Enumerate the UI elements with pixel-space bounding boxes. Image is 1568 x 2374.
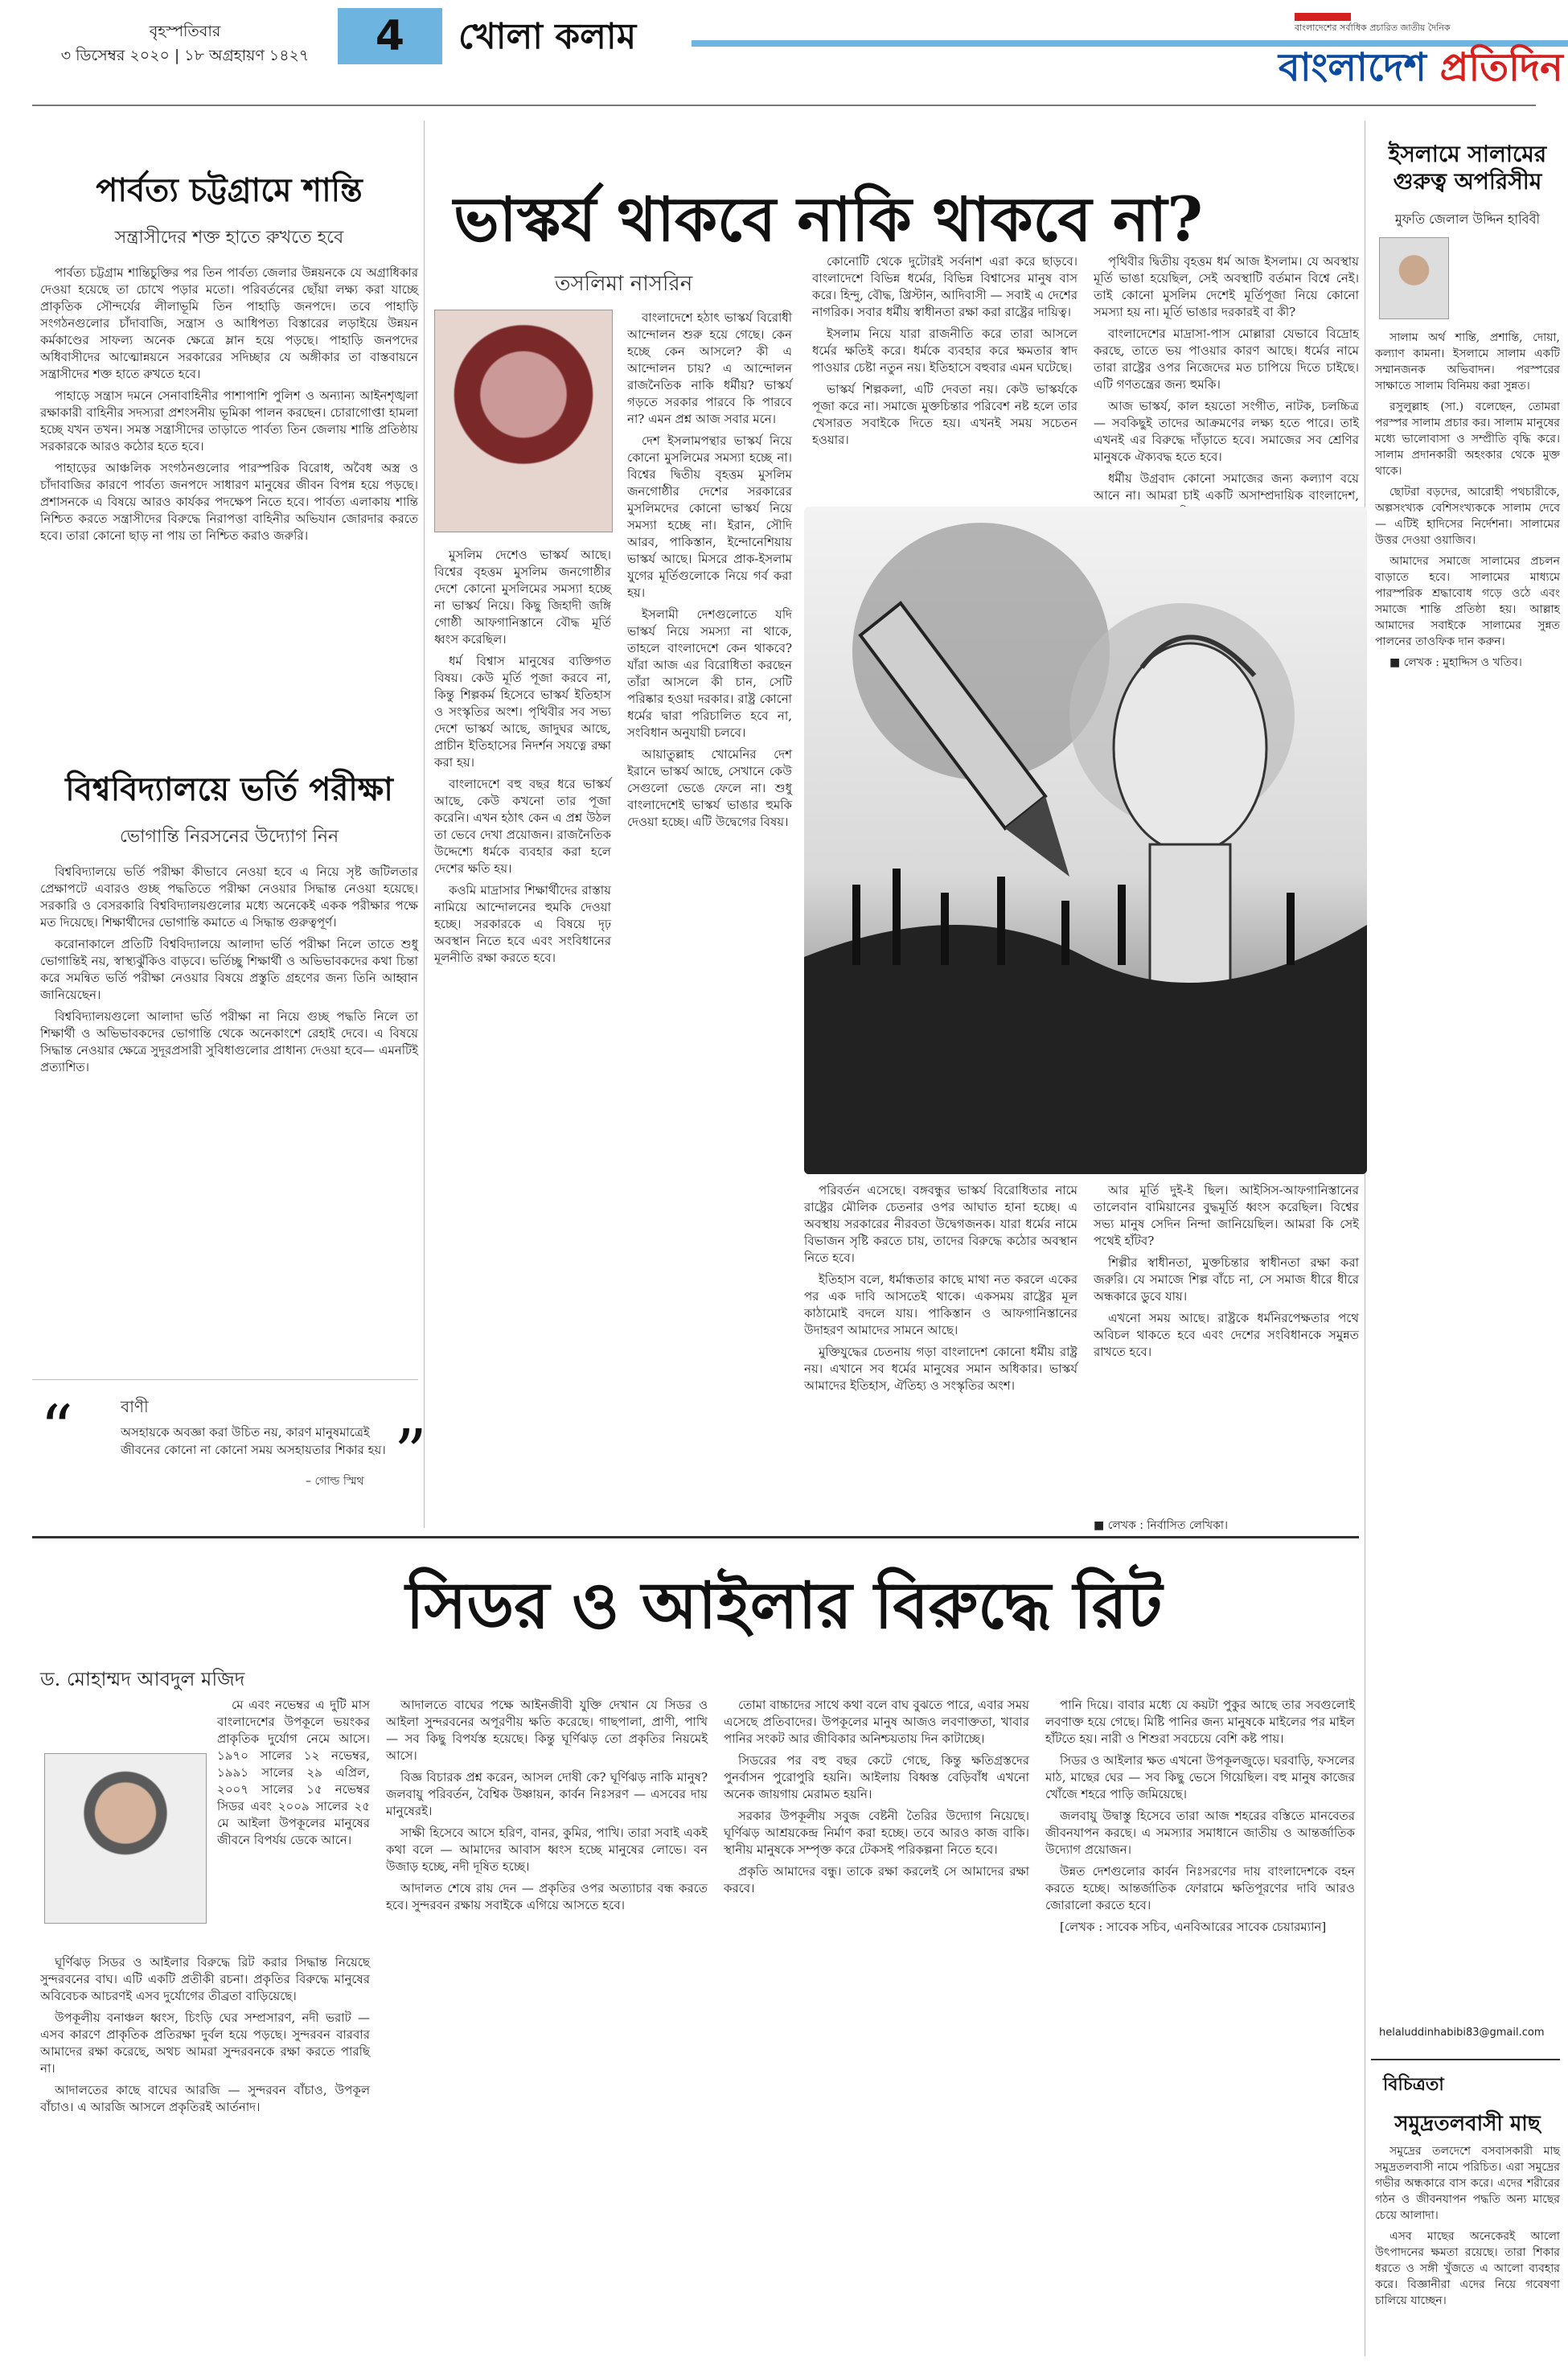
main-col-3 [812, 253, 1077, 454]
paragraph: কওমি মাদ্রাসার শিক্ষার্থীদের রাস্তায় নামিয়ে আন্দোলনের হুমকি দেওয়া হচ্ছে। সরকারকে এ বিষয়ে দৃঢ় অবস্থান নিতে হবে এবং সংবিধানের মূলনীতি রক্ষা করতে হবে। [434, 883, 611, 965]
quote-source: – গোল্ড স্মিথ [306, 1475, 364, 1488]
paragraph: ধর্ম বিশ্বাস মানুষের ব্যক্তিগত বিষয়। কেউ মূর্তি পূজা করবে না, কিন্তু শিল্পকর্ম হিসেবে ভাস্কর্য ইতিহাস ও সংস্কৃতির অংশ। পৃথিবীর সব সভ্য দেশে ভাস্কর্য আছে, জাদুঘর আছে, প্রাচীন ইতিহাসের নিদর্শন সযত্নে রক্ষা করা হয়। [434, 654, 611, 770]
paragraph: পানি দিয়ে। বাবার মধ্যে যে কয়টা পুকুর আছে তার সবগুলোই লবণাক্ত হয়ে গেছে। মিষ্টি পানির জন্য মানুষকে মাইলের পর মাইল হাঁটতে হয়। নারী ও শিশুরা সবচেয়ে বেশি কষ্ট পায়। [1045, 1698, 1355, 1746]
paragraph: তোমা বাচ্চাদের সাথে কথা বলে বাঘ বুঝতে পারে, এবার সময় এসেছে প্রতিবাদের। উপকূলের মানুষ আজও লবণাক্ততা, খাবার পানির সংকট আর জীবিকার অনিশ্চয়তায় দিন কাটাচ্ছে। [724, 1698, 1029, 1746]
quote-text: অসহায়কে অবজ্ঞা করা উচিত নয়, কারণ মানুষমাত্রেই জীবনের কোনো না কোনো সময় অসহায়তার শিকার হয়। [121, 1425, 386, 1457]
paragraph: মুক্তিযুদ্ধের চেতনায় গড়া বাংলাদেশ কোনো ধর্মীয় রাষ্ট্র নয়। এখানে সব ধর্মের মানুষের সমান অধিকার। ভাস্কর্য আমাদের ইতিহাস, ঐতিহ্য ও সংস্কৃতির অংশ। [804, 1345, 1077, 1393]
quote-title: বাণী [121, 1397, 149, 1416]
weekday: বৃহস্পতিবার [149, 23, 221, 40]
writer-note: ■ লেখক : নির্বাসিত লেখিকা। [1094, 1519, 1228, 1532]
paragraph: করোনাকালে প্রতিটি বিশ্ববিদ্যালয়ে আলাদা ভর্তি পরীক্ষা নিলে তাতে শুধু ভোগান্তিই নয়, স্বাস্থ্যঝুঁকিও বাড়বে। ভর্তিচ্ছু শিক্ষার্থী ও অভিভাবকদের কথা চিন্তা করে সমন্বিত ভর্তি পরীক্ষা নেওয়ার বিষয়ে প্রস্তুতি গ্রহণের জন্য তিনি আহ্বান জানিয়েছেন। [40, 937, 418, 1002]
paragraph: উপকূলীয় বনাঞ্চল ধ্বংস, চিংড়ি ঘের সম্প্রসারণ, নদী ভরাট — এসব কারণে প্রাকৃতিক প্রতিরক্ষা দুর্বল হয়ে পড়ছে। সুন্দরবন বারবার আমাদের রক্ষা করেছে, অথচ আমরা সুন্দরবনকে রক্ষা করতে পারছি না। [40, 2011, 370, 2076]
editorial-1-title: পার্বত্য চট্টগ্রামে শান্তি [96, 171, 363, 209]
paragraph: এসব মাছের অনেকেরই আলো উৎপাদনের ক্ষমতা রয়েছে। তারা শিকার ধরতে ও সঙ্গী খুঁজতে এ আলো ব্যবহার করে। বিজ্ঞানীরা এদের নিয়ে গবেষণা চালিয়ে যাচ্ছেন। [1375, 2230, 1560, 2307]
page-number: 4 [338, 8, 442, 64]
paragraph: ধর্মীয় উগ্রবাদ কোনো সমাজের জন্য কল্যাণ বয়ে আনে না। আমরা চাই একটি অসাম্প্রদায়িক বাংলাদেশ, [1094, 471, 1359, 503]
editorial-2-title: বিশ্ববিদ্যালয়ে ভর্তি পরীক্ষা [65, 770, 393, 808]
logo-accent [1295, 13, 1351, 21]
paragraph: ঘূর্ণিঝড় সিডর ও আইলার বিরুদ্ধে রিট করার সিদ্ধান্ত নিয়েছে সুন্দরবনের বাঘ। এটি একটি প্রতীকী রচনা। প্রকৃতির বিরুদ্ধে মানুষের অবিবেচক আচরণই এসব দুর্যোগের তীব্রতা বাড়িয়েছে। [40, 1955, 370, 2003]
main-col-1 [627, 310, 792, 836]
logo-wordmark [1279, 39, 1563, 102]
islam-author-photo [1379, 237, 1449, 319]
bottom-col-2 [386, 1697, 708, 1919]
paragraph: রসুলুল্লাহ (সা.) বলেছেন, তোমরা পরস্পর সালাম প্রচার কর। সালাম মানুষের মধ্যে ভালোবাসা ও সম্প্রীতি বৃদ্ধি করে। সালাম প্রদানকারী অহংকার থেকে মুক্ত থাকে। [1375, 400, 1560, 478]
open-quote-icon: “ [40, 1391, 73, 1466]
main-bottom-left [804, 1182, 1077, 1399]
logo-part-1: বাংলাদেশ [1279, 45, 1440, 90]
paragraph: পৃথিবীর দ্বিতীয় বৃহত্তম ধর্ম আজ ইসলাম। যে অবস্থায় মূর্তি ভাঙা হয়েছিল, সেই অবস্থাটি বর্তমান বিশ্বে নেই। তাই কোনো মুসলিম দেশেই মূর্তিপূজা নিয়ে কোনো সমস্যা হয় না। মূর্তি ভাঙার দরকারই বা কী? [1094, 254, 1359, 319]
header-rule [32, 105, 1536, 106]
paragraph: ইসলাম নিয়ে যারা রাজনীতি করে তারা আসলে ধর্মের ক্ষতিই করে। ধর্মকে ব্যবহার করে ক্ষমতার স্বাদ পাওয়ার চেষ্টা নতুন নয়। ইতিহাসে বহুবার এমন ঘটেছে। [812, 327, 1077, 375]
paragraph: সালাম অর্থ শান্তি, প্রশান্তি, দোয়া, কল্যাণ কামনা। ইসলামে সালাম একটি সম্মানজনক অভিবাদন। পরস্পরের সাক্ষাতে সালাম বিনিময় করা সুন্নত। [1375, 331, 1560, 392]
paragraph: পার্বত্য চট্টগ্রাম শান্তিচুক্তির পর তিন পার্বত্য জেলার উন্নয়নকে যে অগ্রাধিকার দেওয়া হয়েছে তা চোখে পড়ার মতো। পরিবর্তনের ছোঁয়া লক্ষ্য করা যাচ্ছে প্রাকৃতিক সৌন্দর্যের লীলাভূমি তিন পাহাড়ি জনপদে। তবে পাহাড়ি সংগঠনগুলোর চাঁদাবাজি, সন্ত্রাস ও আধিপত্য বিস্তারের লড়াইয়ে উন্নয়ন কর্মকাণ্ডের সাফল্য অনেক ক্ষেত্রে ম্লান হয়ে পড়ছে। পাহাড়ি জনপদের অধিবাসীদের আত্মোন্নয়নে সরকারের সদিচ্ছার যে অঙ্গীকার তা বাস্তবায়নে সন্ত্রাসীদের শক্ত হাতে রুখতে হবে। [40, 265, 418, 381]
bottom-article-title: সিডর ও আইলার বিরুদ্ধে রিট [405, 1567, 1163, 1643]
paragraph: সাক্ষী হিসেবে আসে হরিণ, বানর, কুমির, পাখি। তারা সবাই একই কথা বলে — আমাদের আবাস ধ্বংস হচ্ছে মানুষের লোভে। বন উজাড় হচ্ছে, নদী দূষিত হচ্ছে। [386, 1826, 708, 1874]
islam-article-title: ইসলামে সালামের গুরুত্ব অপরিসীম [1388, 141, 1547, 195]
section-name: খোলা কলাম [458, 16, 637, 57]
paragraph: সরকার উপকূলীয় সবুজ বেষ্টনী তৈরির উদ্যোগ নিয়েছে। ঘূর্ণিঝড় আশ্রয়কেন্দ্র নির্মাণ করা হচ্ছে। তবে আরও কাজ বাকি। স্থানীয় মানুষকে সম্পৃক্ত করে টেকসই পরিকল্পনা নিতে হবে। [724, 1809, 1029, 1857]
islam-article-body [1375, 330, 1560, 676]
newspaper-logo[interactable] [1279, 6, 1563, 90]
paragraph: আদালত শেষে রায় দেন — প্রকৃতির ওপর অত্যাচার বন্ধ করতে হবে। সুন্দরবন রক্ষায় সবাইকে এগিয়ে আসতে হবে। [386, 1881, 708, 1912]
paragraph: পাহাড়ের আঞ্চলিক সংগঠনগুলোর পারস্পরিক বিরোধ, অবৈধ অস্ত্র ও চাঁদাবাজির কারণে পার্বত্য জনপদে সাধারণ মানুষের জীবন বিপন্ন হয়ে পড়ছে। প্রশাসনকে এ বিষয়ে আরও কার্যকর পদক্ষেপ নিতে হবে। পার্বত্য এলাকায় শান্তি নিশ্চিত করতে সন্ত্রাসীদের বিরুদ্ধে নিরাপত্তা বাহিনীর অভিযান জোরদার করতে হবে। তারা কোনো ছাড় না পায় তা নিশ্চিত করাও জরুরি। [40, 461, 418, 543]
bottom-article-author: ড. মোহাম্মদ আবদুল মজিদ [40, 1668, 245, 1690]
editorial-2 [40, 764, 418, 1081]
paragraph: মে এবং নভেম্বর এ দুটি মাস বাংলাদেশের উপকূলে ভয়ংকর প্রাকৃতিক দুর্যোগ নেমে আসে। ১৯৭০ সালের ১২ নভেম্বর, ১৯৯১ সালের ২৯ এপ্রিল, ২০০৭ সালের ১৫ নভেম্বর সিডর এবং ২০০৯ সালের ২৫ মে আইলা উপকূলের মানুষের জীবনে বিপর্যয় ডেকে আনে। [217, 1698, 370, 1847]
bichitra-label: বিচিত্রতা [1383, 2075, 1444, 2095]
paragraph: এখনো সময় আছে। রাষ্ট্রকে ধর্মনিরপেক্ষতার পথে অবিচল থাকতে হবে এবং দেশের সংবিধানকে সমুন্নত রাখতে হবে। [1094, 1311, 1359, 1359]
paragraph: বিজ্ঞ বিচারক প্রশ্ন করেন, আসল দোষী কে? ঘূর্ণিঝড় নাকি মানুষ? জলবায়ু পরিবর্তন, বৈশ্বিক উষ্ণায়ন, কার্বন নিঃসরণ — এসবের দায় মানুষেরই। [386, 1770, 708, 1818]
writer-note: ■ লেখক : মুহাদ্দিস ও খতিব। [1389, 656, 1522, 669]
paragraph: ইতিহাস বলে, ধর্মান্ধতার কাছে মাথা নত করলে একের পর এক দাবি আসতেই থাকে। একসময় রাষ্ট্রের মূল কাঠামোই বদলে যায়। পাকিস্তান ও আফগানিস্তানের উদাহরণ আমাদের সামনে আছে। [804, 1272, 1077, 1337]
paragraph: ভাস্কর্য শিল্পকলা, এটি দেবতা নয়। কেউ ভাস্কর্যকে পূজা করে না। সমাজে মুক্তচিন্তার পরিবেশ নষ্ট হলে তার খেসারত সবাইকে দিতে হয়। এখনই সময় সচেতন হওয়ার। [812, 382, 1077, 447]
main-article-author: তসলিমা নাসরিন [555, 272, 693, 296]
section-rule [32, 1536, 1359, 1538]
logo-part-2: প্রতিদিন [1439, 45, 1563, 90]
date-line: ৩ ডিসেম্বর ২০২০ | ১৮ অগ্রহায়ণ ১৪২৭ [60, 47, 310, 64]
paragraph: ছোটরা বড়দের, আরোহী পথচারীকে, অল্পসংখ্যক বেশিসংখ্যককে সালাম দেবে — এটিই হাদিসের নির্দেশনা। সালামের উত্তর দেওয়া ওয়াজিব। [1375, 486, 1560, 547]
bottom-col-4 [1045, 1697, 1355, 1941]
logo-tagline: বাংলাদেশের সর্বাধিক প্রচারিত জাতীয় দৈনিক [1295, 23, 1451, 33]
page-banner [338, 8, 1262, 64]
main-col-4 [1094, 253, 1359, 526]
paragraph: বাংলাদেশের মাদ্রাসা-পাস মোল্লারা যেভাবে বিদ্রোহ করছে, তাতে ভয় পাওয়ার কারণ আছে। ধর্মের নামে তারা রাষ্ট্রের ওপর নিজেদের মত চাপিয়ে দিতে চাইছে। এটি গণতন্ত্রের জন্য হুমকি। [1094, 327, 1359, 392]
main-col-2 [434, 547, 611, 971]
paragraph: সিডরের পর বহু বছর কেটে গেছে, কিন্তু ক্ষতিগ্রস্তদের পুনর্বাসন পুরোপুরি হয়নি। আইলায় বিধ্বস্ত বেড়িবাঁধ এখনো অনেক জায়গায় মেরামত হয়নি। [724, 1753, 1029, 1801]
editorial-2-subtitle: ভোগান্তি নিরসনের উদ্যোগ নিন [119, 827, 339, 847]
paragraph: জলবায়ু উদ্বাস্তু হিসেবে তারা আজ শহরের বস্তিতে মানবেতর জীবনযাপন করছে। এ সমস্যার সমাধানে জাতীয় ও আন্তর্জাতিক উদ্যোগ প্রয়োজন। [1045, 1809, 1355, 1857]
paragraph: বিশ্ববিদ্যালয়ে ভর্তি পরীক্ষা কীভাবে নেওয়া হবে এ নিয়ে সৃষ্ট জটিলতার প্রেক্ষাপটে এবারও গুচ্ছ পদ্ধতিতে পরীক্ষা নেওয়ার সিদ্ধান্ত নেওয়া হয়েছে। সরকারি ও বেসরকারি বিশ্ববিদ্যালয়গুলোর মধ্যে অনেকেই একক পরীক্ষার পক্ষে মত দিয়েছে। শিক্ষার্থীদের ভোগান্তি কমাতে এ সিদ্ধান্ত গুরুত্বপূর্ণ। [40, 865, 418, 930]
bichitra-body [1375, 2143, 1560, 2314]
paragraph: সিডর ও আইলার ক্ষত এখনো উপকূলজুড়ে। ঘরবাড়ি, ফসলের মাঠ, মাছের ঘের — সব কিছু ভেসে গিয়েছিল। বহু মানুষ কাজের খোঁজে শহরে পাড়ি জমিয়েছে। [1045, 1753, 1355, 1801]
main-bottom-right [1094, 1182, 1359, 1366]
paragraph: আদালতে বাঘের পক্ষে আইনজীবী যুক্তি দেখান যে সিডর ও আইলা সুন্দরবনের অপূরণীয় ক্ষতি করেছে। গাছপালা, প্রাণী, পাখি — সব কিছু বিপর্যস্ত হয়েছে। কিন্তু ঘূর্ণিঝড় তো প্রকৃতির নিয়মেই আসে। [386, 1698, 708, 1763]
paragraph: বিশ্ববিদ্যালয়গুলো আলাদা ভর্তি পরীক্ষা না নিয়ে গুচ্ছ পদ্ধতি নিলে তা শিক্ষার্থী ও অভিভাবকদের ভোগান্তি থেকে অনেকাংশে রেহাই দেবে। এ বিষয়ে সিদ্ধান্ত নেওয়ার ক্ষেত্রে সুদূরপ্রসারী সুবিধাগুলোর প্রাধান্য দেওয়া হবে— এমনটিই প্রত্যাশিত। [40, 1009, 418, 1074]
main-article-title: ভাস্কর্য থাকবে নাকি থাকবে না? [454, 183, 1203, 255]
editorial-1-body [40, 265, 418, 544]
paragraph: পাহাড়ে সন্ত্রাস দমনে সেনাবাহিনীর পাশাপাশি পুলিশ ও অন্যান্য আইনশৃঙ্খলা রক্ষাকারী বাহিনীর সদস্যরা প্রশংসনীয় ভূমিকা পালন করছেন। চোরাগোপ্তা হামলা হচ্ছে যখন তখন। সমস্ত সন্ত্রাসীদের তাড়াতে পার্বত্য তিন জেলায় শান্তি প্রতিষ্ঠায় সরকারকে আরও কঠোর হতে হবে। [40, 388, 418, 454]
editorial-1 [40, 165, 418, 549]
paragraph: আজ ভাস্কর্য, কাল হয়তো সংগীত, নাটক, চলচ্চিত্র — সবকিছুই তাদের আক্রমণের লক্ষ্য হতে পারে। তাই এখনই এর বিরুদ্ধে দাঁড়াতে হবে। সমাজের সব শ্রেণির মানুষকে ঐক্যবদ্ধ হতে হবে। [1094, 399, 1359, 464]
editorial-1-subtitle: সন্ত্রাসীদের শক্ত হাতে রুখতে হবে [114, 228, 344, 248]
paragraph: পরিবর্তন এসেছে। বঙ্গবন্ধুর ভাস্কর্য বিরোধিতার নামে রাষ্ট্রের মৌলিক চেতনার ওপর আঘাত হানা হচ্ছে। এ অবস্থায় সরকারের নীরবতা উদ্বেগজনক। যারা ধর্মের নামে বিভাজন সৃষ্টি করতে চায়, তাদের বিরুদ্ধে কঠোর অবস্থান নিতে হবে। [804, 1183, 1077, 1265]
paragraph: উন্নত দেশগুলোর কার্বন নিঃসরণের দায় বাংলাদেশকে বহন করতে হচ্ছে। আন্তর্জাতিক ফোরামে ক্ষতিপূরণের দাবি আরও জোরালো করতে হবে। [1045, 1864, 1355, 1912]
paragraph: বাংলাদেশে বহু বছর ধরে ভাস্কর্য আছে, কেউ কখনো তার পূজা করেনি। এখন হঠাৎ কেন এ প্রশ্ন উঠল তা ভেবে দেখা প্রয়োজন। রাজনৈতিক উদ্দেশ্যে ধর্মকে ব্যবহার করা হলে দেশের ক্ষতি হয়। [434, 777, 611, 876]
page-header [0, 0, 1568, 121]
paragraph: মুসলিম দেশেও ভাস্কর্য আছে। বিশ্বের বৃহত্তম মুসলিম জনগোষ্ঠীর দেশে কোনো মুসলিমের সমস্যা হচ্ছে না ভাস্কর্য নিয়ে। কিছু জিহাদী জঙ্গি গোষ্ঠী আফগানিস্তানে বৌদ্ধ মূর্তি ধ্বংস করেছিল। [434, 548, 611, 647]
editorial-2-body [40, 864, 418, 1076]
close-quote-icon: ” [394, 1415, 427, 1490]
article-illustration [804, 507, 1367, 1174]
writer-note: [লেখক : সাবেক সচিব, এনবিআরের সাবেক চেয়ারম্যান] [1060, 1920, 1327, 1934]
paragraph: আর মূর্তি দুই-ই ছিল। আইসিস-আফগানিস্তানের তালেবান বামিয়ানের বুদ্ধমূর্তি ধ্বংস করেছিল। বিশ্বের সভ্য মানুষ সেদিন নিন্দা জানিয়েছিল। আমরা কি সেই পথেই হাঁটব? [1094, 1183, 1359, 1248]
author-email[interactable]: helaluddinhabibi83@gmail.com [1379, 2027, 1545, 2039]
issue-date [40, 19, 330, 68]
bottom-col-1 [40, 1954, 370, 2121]
author-photo [434, 310, 613, 532]
paragraph: আদালতের কাছে বাঘের আরজি — সুন্দরবন বাঁচাও, উপকূল বাঁচাও। এ আরজি আসলে প্রকৃতিরই আর্তনাদ। [40, 2083, 370, 2114]
paragraph: কোনোটি থেকে দুটোরই সর্বনাশ এরা করে ছাড়বে। বাংলাদেশে বিভিন্ন ধর্মের, বিভিন্ন বিশ্বাসের মানুষ বাস করে। হিন্দু, বৌদ্ধ, খ্রিস্টান, আদিবাসী — সবাই এ দেশের নাগরিক। সবার ধর্মীয় স্বাধীনতা রক্ষা করা রাষ্ট্রের দায়িত্ব। [812, 254, 1077, 319]
column-divider [424, 121, 425, 1528]
paragraph: সমুদ্রের তলদেশে বসবাসকারী মাছ সমুদ্রতলবাসী নামে পরিচিত। এরা সমুদ্রের গভীর অন্ধকারে বাস করে। এদের শরীরের গঠন ও জীবনযাপন পদ্ধতি অন্য মাছের চেয়ে আলাদা। [1375, 2145, 1560, 2222]
islam-article-author: মুফতি জেলাল উদ্দিন হাবিবী [1394, 212, 1541, 227]
pen-statue-illustration [804, 507, 1367, 1174]
bichitra-title: সমুদ্রতলবাসী মাছ [1394, 2112, 1541, 2136]
paragraph: প্রকৃতি আমাদের বন্ধু। তাকে রক্ষা করলেই সে আমাদের রক্ষা করবে। [724, 1864, 1029, 1896]
bichitra-rule [1371, 2059, 1560, 2060]
bottom-col-1-top [217, 1697, 370, 1854]
paragraph: বাংলাদেশে হঠাৎ ভাস্কর্য বিরোধী আন্দোলন শুরু হয়ে গেছে। কেন হচ্ছে কেন আসলে? কী এ আন্দোলন চায়? এ আন্দোলন রাজনৈতিক নাকি ধর্মীয়? ভাস্কর্য গড়তে সরকার পারবে কি পারবে না? এমন প্রশ্ন আজ সবার মনে। [627, 310, 792, 426]
paragraph: শিল্পীর স্বাধীনতা, মুক্তচিন্তার স্বাধীনতা রক্ষা করা জরুরি। যে সমাজে শিল্প বাঁচে না, সে সমাজ ধীরে ধীরে অন্ধকারে ডুবে যায়। [1094, 1255, 1359, 1304]
paragraph: দেশ ইসলামপন্থার ভাস্কর্য নিয়ে কোনো মুসলিমের সমস্যা হচ্ছে না। বিশ্বের দ্বিতীয় বৃহত্তম মুসলিম জনগোষ্ঠীর দেশের সরকারের মুসলিমদের কোনো ভাস্কর্য নিয়ে সমস্যা হচ্ছে না। ইরান, সৌদি আরব, পাকিস্তান, ইন্দোনেশিয়ায় ভাস্কর্য আছে। মিসরে প্রাক-ইসলাম যুগের মূর্তিগুলোকে নিয়ে গর্ব করা হয়। [627, 433, 792, 600]
paragraph: আয়াতুল্লাহ খোমেনির দেশ ইরানে ভাস্কর্য আছে, সেখানে কেউ সেগুলো ভেঙে ফেলে না। শুধু বাংলাদেশেই ভাস্কর্য ভাঙার হুমকি দেওয়া হচ্ছে। এটি উদ্বেগের বিষয়। [627, 747, 792, 829]
paragraph: ইসলামী দেশগুলোতে যদি ভাস্কর্য নিয়ে সমস্যা না থাকে, তাহলে বাংলাদেশে কেন থাকবে? যাঁরা আজ এর বিরোধিতা করছেন তাঁরা আসলে কী চান, সেটি পরিষ্কার হওয়া দরকার। রাষ্ট্র কোনো ধর্মের দ্বারা পরিচালিত হবে না, সংবিধান অনুযায়ী চলবে। [627, 607, 792, 740]
bottom-author-photo [44, 1753, 207, 1924]
paragraph: আমাদের সমাজে সালামের প্রচলন বাড়াতে হবে। সালামের মাধ্যমে পারস্পরিক শ্রদ্ধাবোধ গড়ে ওঠে এবং সমাজে শান্তি প্রতিষ্ঠা হয়। আল্লাহ আমাদের সবাইকে সালামের সুন্নত পালনের তাওফিক দান করুন। [1375, 555, 1560, 648]
bottom-col-3 [724, 1697, 1029, 1902]
